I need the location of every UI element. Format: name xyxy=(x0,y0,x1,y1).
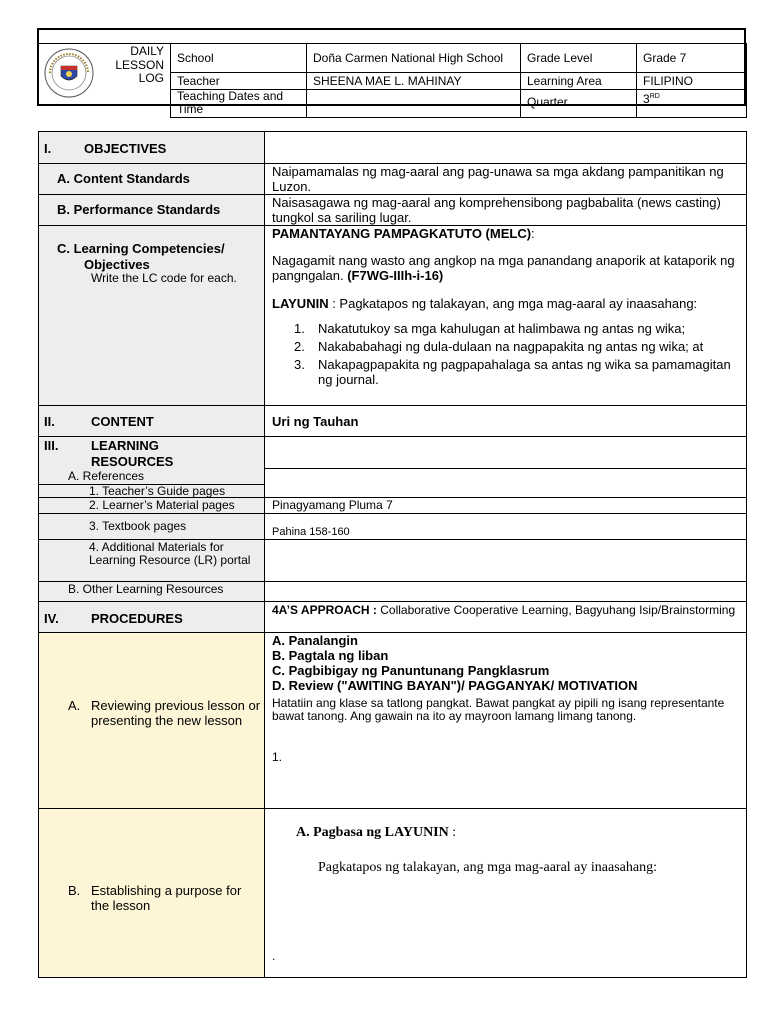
melc-title: PAMANTAYANG PAMPAGKATUTO (MELC) xyxy=(272,226,532,241)
column-divider xyxy=(264,131,265,978)
objectives-list xyxy=(294,321,742,387)
procedure-a-label: Reviewing previous lesson or presenting the new lesson xyxy=(91,698,261,728)
competencies-label: C. Learning Competencies/ xyxy=(57,241,225,256)
procedure-a-step-4: D. Review ("AWITING BAYAN")/ PAGGANYAK/ MOTIVATION xyxy=(272,678,638,693)
content-standards-text: Naipamamalas ng mag-aaral ang pag-unawa sa mga akdang pampanitikan ng Luzon. xyxy=(272,164,724,194)
objectives-heading: OBJECTIVES xyxy=(84,141,167,156)
quarter-number: 3 xyxy=(643,92,650,106)
dll-line-1: DAILY xyxy=(130,44,164,58)
row-rule xyxy=(38,601,747,602)
grade-level-value: Grade 7 xyxy=(637,44,747,73)
teacher-label: Teacher xyxy=(171,73,307,90)
layunin-text: : Pagkatapos ng talakayan, ang mga mag-aaral ay inaasahang: xyxy=(328,296,698,311)
teaching-dates-value xyxy=(307,90,521,118)
list-item: 1. Nakatutukoy sa mga kahulugan at halimbawa ng antas ng wika; xyxy=(294,321,686,336)
procedure-b-dot: . xyxy=(272,949,276,963)
row-rule xyxy=(264,468,747,469)
quarter-suffix: RD xyxy=(649,93,660,100)
procedure-b-text: Pagkatapos ng talakayan, ang mga mag-aaral ay inaasahang: xyxy=(318,860,657,875)
header-table xyxy=(170,43,747,118)
approach-label: 4A’S APPROACH : xyxy=(272,603,377,617)
procedure-a-num: 1. xyxy=(272,750,283,764)
list-item: 3. Nakapagpapakita ng pagpapahalaga sa antas ng wika sa pamamagitan ng journal. xyxy=(294,357,742,387)
procedure-a-steps xyxy=(272,633,742,693)
procedure-b-heading: A. Pagbasa ng LAYUNIN xyxy=(296,825,449,840)
procedure-a-letter: A. xyxy=(68,698,81,713)
textbook-label: 3. Textbook pages xyxy=(89,519,187,533)
school-value: Doña Carmen National High School xyxy=(307,44,521,73)
competencies-label-2: Objectives xyxy=(84,257,150,272)
melc-block xyxy=(272,226,742,241)
teaching-dates-label: Teaching Dates and Time xyxy=(171,90,307,118)
row-rule xyxy=(38,513,747,514)
content-value: Uri ng Tauhan xyxy=(272,414,359,429)
row-rule xyxy=(38,436,747,437)
competencies-note: Write the LC code for each. xyxy=(91,271,237,285)
content-standards-label: A. Content Standards xyxy=(57,171,190,186)
procedure-a-step-2: B. Pagtala ng liban xyxy=(272,648,389,663)
additional-materials-label: 4. Additional Materials for Learning Resource (LR) portal xyxy=(89,540,251,567)
deped-seal-icon xyxy=(44,48,94,98)
grade-level-label: Grade Level xyxy=(521,44,637,73)
procedure-b-letter: B. xyxy=(68,883,81,898)
layunin-label: LAYUNIN xyxy=(272,296,329,311)
objectives-num: I. xyxy=(44,141,52,156)
performance-standards-text: Naisasagawa ng mag-aaral ang komprehensibong pagbabalita (news casting) tungkol sa sariling lugar. xyxy=(272,195,721,225)
school-label: School xyxy=(171,44,307,73)
dll-line-2: LESSON xyxy=(115,57,164,72)
melc-text-block xyxy=(272,253,738,283)
content-num: II. xyxy=(44,414,55,429)
procedure-a-text: Hatatiin ang klase sa tatlong pangkat. Bawat pangkat ay pipili ng isang representante bawat tanong. Ang gawain na ito ay mayroon lamang limang tanong. xyxy=(272,696,725,723)
melc-text: Nagagamit nang wasto ang angkop na mga panandang anaporik at kataporik ng pangngalan. xyxy=(272,253,735,283)
learner-material-label: 2. Learner’s Material pages xyxy=(89,498,235,512)
resources-label-1: LEARNING xyxy=(91,438,159,453)
procedure-a-step-1: A. Panalangin xyxy=(272,633,358,648)
quarter-label: Quarter xyxy=(521,90,637,118)
quarter-value xyxy=(637,90,747,118)
procedure-a-step-3: C. Pagbibigay ng Panuntunang Pangklasrum xyxy=(272,663,550,678)
resources-label-2: RESOURCES xyxy=(91,454,174,469)
procedure-b-label: Establishing a purpose for the lesson xyxy=(91,883,242,913)
other-resources-label: B. Other Learning Resources xyxy=(68,582,224,596)
learning-area-label: Learning Area xyxy=(521,73,637,90)
teacher-guide-label: 1. Teacher’s Guide pages xyxy=(89,484,226,498)
procedure-b-heading-line xyxy=(296,825,456,841)
textbook-value: Pahina 158-160 xyxy=(272,526,350,538)
approach-line xyxy=(272,604,742,617)
objective-item-2: Nakababahagi ng dula-dulaan na nagpapakita ng antas ng wika; at xyxy=(318,339,704,354)
dll-line-3: LOG xyxy=(138,71,164,85)
procedure-b-heading-colon: : xyxy=(448,825,457,840)
list-item: 2. Nakababahagi ng dula-dulaan na nagpapakita ng antas ng wika; at xyxy=(294,339,704,354)
procedures-num: IV. xyxy=(44,611,59,626)
content-label: CONTENT xyxy=(91,414,154,429)
performance-standards-label: B. Performance Standards xyxy=(57,202,221,217)
approach-text: Collaborative Cooperative Learning, Bagyuhang Isip/Brainstorming xyxy=(376,603,736,617)
row-rule xyxy=(38,808,747,809)
daily-lesson-log-title xyxy=(98,45,164,86)
teacher-value: SHEENA MAE L. MAHINAY xyxy=(307,73,521,90)
melc-code: (F7WG-IIIh-i-16) xyxy=(347,268,444,283)
objective-item-3: Nakapagpapakita ng pagpapahalaga sa antas ng wika sa pamamagitan ng journal. xyxy=(318,357,731,387)
references-label: A. References xyxy=(68,469,145,483)
resources-num: III. xyxy=(44,438,59,453)
learning-area-value: FILIPINO xyxy=(637,73,747,90)
row-rule xyxy=(38,405,747,406)
objective-item-1: Nakatutukoy sa mga kahulugan at halimbawa ng antas ng wika; xyxy=(318,321,686,336)
layunin-line xyxy=(272,296,742,311)
melc-colon: : xyxy=(531,226,535,241)
procedures-label: PROCEDURES xyxy=(91,611,183,626)
learner-material-value: Pinagyamang Pluma 7 xyxy=(272,498,393,512)
